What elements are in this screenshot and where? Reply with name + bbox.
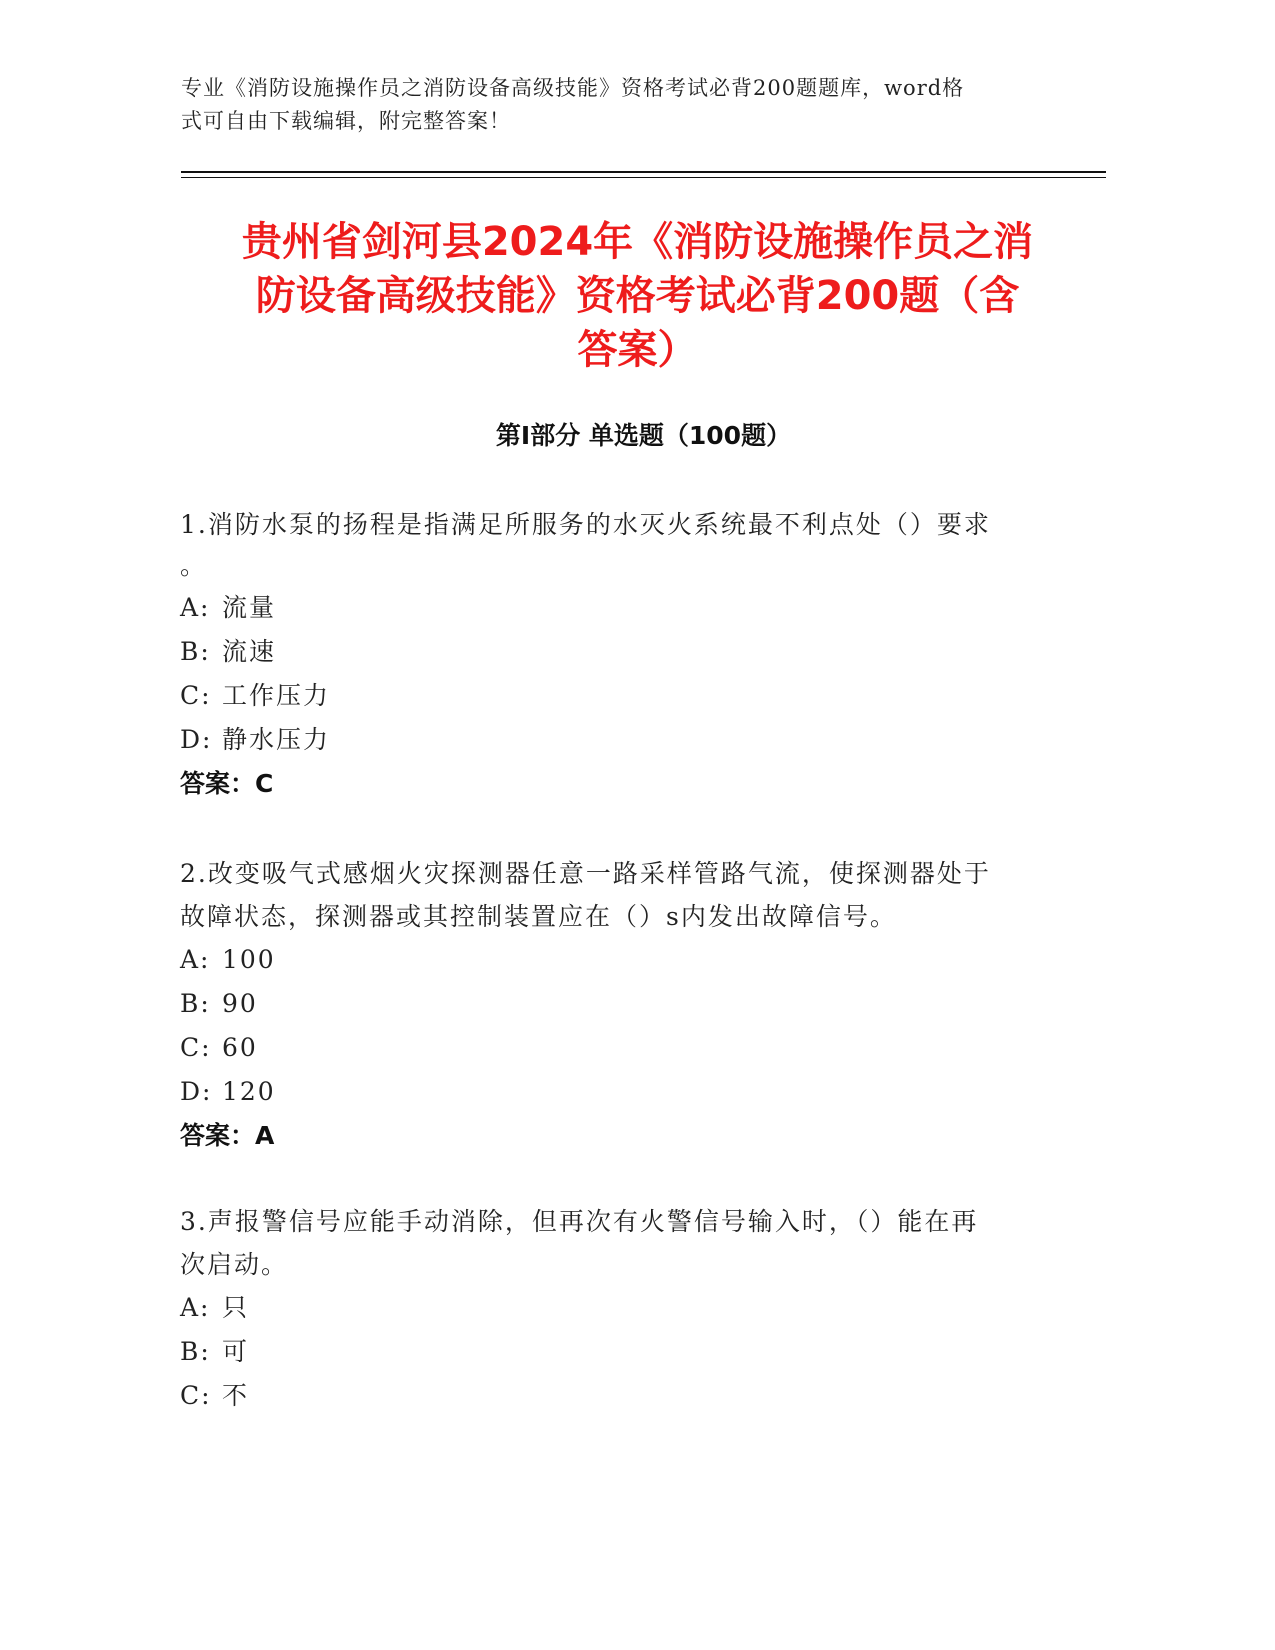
document-title	[170, 215, 1105, 377]
answer-label: 答案：C	[180, 769, 274, 798]
option-letter: B:	[180, 637, 211, 666]
option-c	[180, 674, 1040, 718]
option-text: 静水压力	[222, 725, 331, 754]
question-3	[180, 1200, 1040, 1418]
question-1	[180, 503, 1040, 806]
option-text: 120	[222, 1077, 276, 1106]
header-note	[181, 72, 1061, 138]
option-d	[180, 1070, 1040, 1114]
question-stem-line: 3.声报警信号应能手动消除，但再次有火警信号输入时，（）能在再	[180, 1207, 979, 1236]
question-stem-line: 1.消防水泵的扬程是指满足所服务的水灭火系统最不利点处（）要求	[180, 510, 991, 539]
question-stem-line: 故障状态，探测器或其控制装置应在（）s内发出故障信号。	[180, 902, 897, 931]
option-c	[180, 1026, 1040, 1070]
option-letter: B:	[180, 1337, 211, 1366]
question-stem-line: 2.改变吸气式感烟火灾探测器任意一路采样管路气流，使探测器处于	[180, 859, 991, 888]
option-text: 流速	[222, 637, 277, 666]
option-a	[180, 586, 1040, 630]
question-2	[180, 852, 1040, 1158]
option-b	[180, 1330, 1040, 1374]
header-divider-thick	[181, 171, 1106, 173]
option-d	[180, 718, 1040, 762]
option-b	[180, 630, 1040, 674]
section-title: 第Ⅰ部分 单选题（100题）	[495, 421, 792, 450]
option-letter: B:	[180, 989, 211, 1018]
option-a	[180, 938, 1040, 982]
option-letter: D:	[180, 1077, 213, 1106]
option-letter: A:	[180, 1293, 211, 1322]
option-letter: A:	[180, 945, 211, 974]
option-text: 不	[222, 1381, 250, 1410]
document-title-line-3: 答案）	[577, 327, 698, 373]
document-title-line-2: 防设备高级技能》资格考试必背200题（含	[255, 273, 1020, 319]
option-text: 只	[222, 1293, 250, 1322]
option-text: 90	[222, 989, 258, 1018]
option-letter: C:	[180, 1033, 212, 1062]
option-text: 100	[222, 945, 276, 974]
header-note-line-2: 式可自由下载编辑，附完整答案！	[181, 109, 511, 133]
option-letter: C:	[180, 681, 212, 710]
header-divider-thin	[181, 177, 1106, 178]
option-a	[180, 1286, 1040, 1330]
option-text: 流量	[222, 593, 277, 622]
option-letter: A:	[180, 593, 211, 622]
header-note-line-1: 专业《消防设施操作员之消防设备高级技能》资格考试必背200题题库，word格	[181, 76, 965, 100]
option-text: 可	[222, 1337, 250, 1366]
option-letter: C:	[180, 1381, 212, 1410]
question-stem-line: 。	[180, 551, 208, 580]
option-text: 60	[222, 1033, 258, 1062]
option-text: 工作压力	[222, 681, 331, 710]
question-stem-line: 次启动。	[180, 1250, 289, 1279]
answer-label: 答案：A	[180, 1121, 275, 1150]
option-letter: D:	[180, 725, 213, 754]
option-c	[180, 1374, 1040, 1418]
option-b	[180, 982, 1040, 1026]
document-title-line-1: 贵州省剑河县2024年《消防设施操作员之消	[241, 219, 1034, 265]
